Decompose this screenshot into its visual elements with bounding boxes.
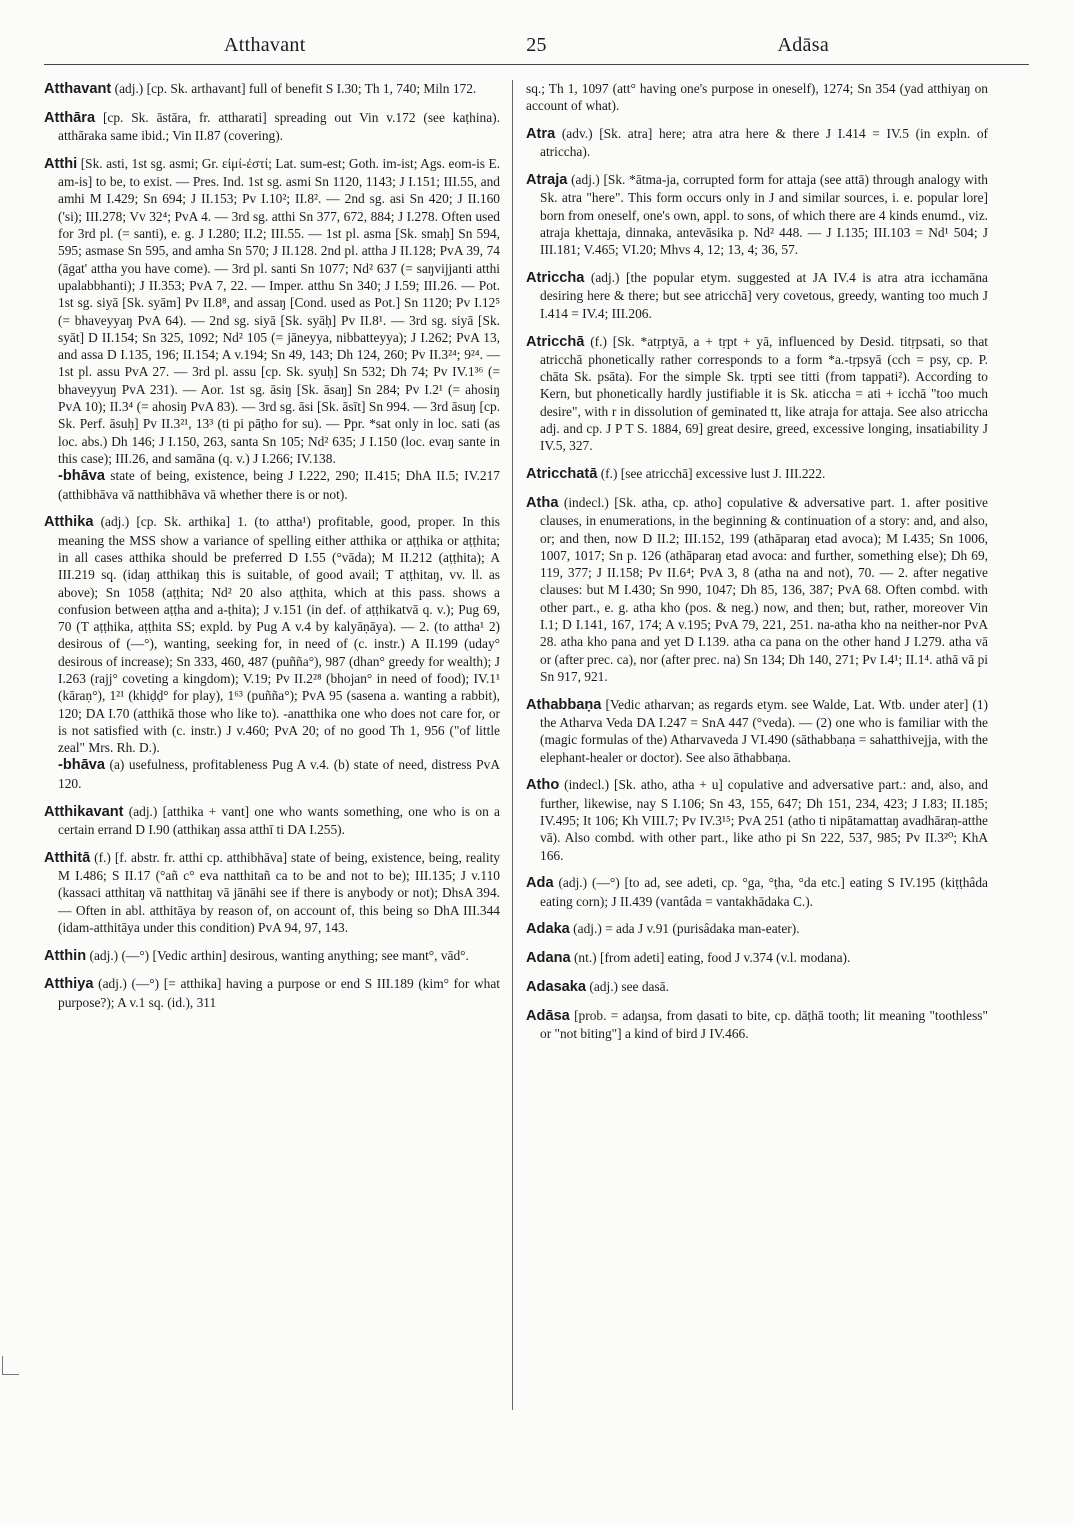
entry-body: (adj.) [Sk. *ātma-ja, corrupted form for attaja (see attā) through analogy with Sk. atra "here". This form occurs only in J and similar sources, i. e. popular lore] born from oneself, one's own, appl. to sons, of which there are 4 kinds enumd., viz. atraja khettaja, dinnaka, antevāsika p. Nd² 448. — J I.135; III.103 = Nd¹ 504; J III.181; V.465; VI.20; Mhvs 4, 12; 13, 4; 36, 57.: [540, 172, 988, 258]
dictionary-entry: [44, 513, 500, 756]
entry-body: (f.) [Sk. *atṛptyā, a + tṛpt + yā, influenced by Desid. titṛpsati, so that atricchā phonetically rather corresponds to a form *a.-tṛpsyā (cch = psy, cp. P. chāta Sk. psāta). For the simple Sk. tṛpti see titti (from tappati²). According to Kern, but phonetically hardly justifiable it is Sk. aticcha = ati + icchā "too much desire", with r in dissolution of geminated tt, like atraja for attaja. See also atriccha adj. and cp. J P T S. 1884, 69] great desire, greed, excessive longing, insatiability J IV.5, 327.: [540, 333, 988, 454]
headword: Atthin: [44, 947, 87, 964]
entry-body: (adj.) (—°) [= atthika] having a purpose or end S III.189 (kim° for what purpose?); A v.1 sq. (id.), 311: [58, 976, 500, 1010]
dictionary-entry: [526, 465, 988, 483]
entry-body: (adj.) (—°) [Vedic arthin] desirous, wanting anything; see mant°, vād°.: [86, 947, 469, 963]
dictionary-entry: [44, 109, 500, 145]
entry-body: (adj.) [cp. Sk. arthavant] full of benefit S I.30; Th 1, 740; Miln 172.: [111, 81, 477, 96]
entry-body: state of being, existence, being J I.222, 290; II.415; DhA II.5; IV.217 (atthibhāva vā natthibhāva vā whether there is or not).: [58, 468, 500, 502]
entry-body: (nt.) [from adeti] eating, food J v.374 (v.l. modana).: [570, 950, 851, 966]
headword: Atthāra: [44, 109, 96, 126]
entry-body: (f.) [see atricchā] excessive lust J. III.222.: [597, 466, 826, 482]
headword: Atthikavant: [44, 803, 124, 820]
dictionary-entry: [44, 849, 500, 936]
entry-body: [cp. Sk. āstāra, fr. attharati] spreading out Vin v.172 (see kaṭhina). atthāraka same ibid.; Vin II.87 (covering).: [58, 109, 500, 144]
subentry-headword: -bhāva: [58, 757, 106, 774]
continued-entry: [526, 80, 988, 115]
dictionary-entry: [526, 269, 988, 322]
headword: Atra: [526, 126, 556, 143]
headword: Atho: [526, 777, 560, 794]
entry-body: (f.) [f. abstr. fr. atthi cp. atthibhāva] state of being, existence, being, reality M I.486; S II.17 (°añ c° eva natthitañ ca to be and not to be); III.135; J v.110 (kassaci atthitaŋ vā natthitaŋ vā jānāhi see if there is anybody or not); DhsA 394. — Often in abl. atthitāya by reason of, on account of, this being so DhA III.344 (idam-atthitāya under this condition) PvA 94, 97, 143.: [58, 849, 500, 935]
dictionary-entry: [44, 155, 500, 467]
dictionary-entry: [526, 920, 988, 938]
dictionary-entry: [44, 975, 500, 1011]
entry-body: (indecl.) [Sk. atho, atha + u] copulative and adversative part.: and, also, and further, likewise, nay S I.106; Sn 43, 155, 647; Dh 151, 234, 423; J I.83; II.185; IV.495; It 106; Kh VIII.7; Pv IV.3¹⁵; PvA 251 (atho ti nipātamattaŋ avadhāraṇ-atthe vā). Also combd. with other part., like atho pi Sn 222, 537, 985; Pv II.3²⁰; KhA 166.: [540, 777, 988, 863]
dictionary-entry: [526, 874, 988, 910]
headword: Atthitā: [44, 849, 91, 866]
headword: Atricchatā: [526, 466, 598, 483]
entry-body: [prob. = adaŋsa, from ḍasati to bite, cp. dāṭhā tooth; lit meaning "toothless" or "not biting"] a kind of bird J IV.466.: [540, 1007, 988, 1042]
headword: Athabbaṇa: [526, 696, 602, 713]
dictionary-entry: [526, 333, 988, 455]
dictionary-entry: [526, 1007, 988, 1043]
headword: Atriccha: [526, 270, 585, 287]
headword: Atricchā: [526, 333, 585, 350]
headword: Atthavant: [44, 81, 112, 97]
headword: Adāsa: [526, 1007, 570, 1024]
entry-body: (adj.) see dasā.: [586, 979, 669, 995]
dictionary-entry: [526, 949, 988, 967]
page-header: [44, 30, 1029, 65]
dictionary-entry: [44, 803, 500, 839]
headword: Ada: [526, 875, 554, 892]
dictionary-entry: [526, 494, 988, 685]
headword: Adaka: [526, 921, 570, 938]
headword: Atthiya: [44, 976, 94, 993]
compound-subentry: [44, 467, 500, 503]
headword: Adasaka: [526, 979, 587, 996]
entry-body: (adj.) (—°) [to ad, see adeti, cp. °ga, °ṭha, °da etc.] eating S IV.195 (kiṭṭhâda eating corn); J II.439 (vantâda = vantakhādaka C.).: [540, 875, 988, 909]
right-column: [526, 80, 988, 1505]
dictionary-entry: [526, 776, 988, 863]
dictionary-entry: [526, 125, 988, 161]
entry-body: (adj.) = ada J v.91 (purisâdaka man-eater).: [569, 921, 800, 937]
entry-body: (a) usefulness, profitableness Pug A v.4. (b) state of need, distress PvA 120.: [58, 757, 500, 791]
headword: Adana: [526, 950, 571, 967]
subentry-headword: -bhāva: [58, 468, 106, 485]
running-head-left: Atthavant: [224, 34, 306, 56]
headword: Atthika: [44, 514, 94, 531]
entry-body: [Sk. asti, 1st sg. asmi; Gr. εἰμί-ἐστί; Lat. sum-est; Goth. im-ist; Ags. eom-is E. am-is] to be, to exist. — Pres. Ind. 1st sg. asmi Sn 1120, 1143; J I.151; III.55, and amhi M I.429; Sn 694; J II.153; Pv I.10²; II.8². — 2nd sg. asi Sn 420; J II.160 ('si); III.278; Vv 32⁴; PvA 4. — 3rd sg. atthi Sn 377, 672, 884; J I.278. Often used for 3rd pl. (= santi), e. g. J I.280; II.2; III.55. — 1st pl. asma [Sk. smaḥ] Sn 594, 595; asmase Sn 595, and amha Sn 570; J II.128. 2nd pl. attha J II.128; PvA 39, 74 (āgat' attha you have come). — 3rd pl. santi Sn 1077; Nd² 637 (= saŋvijjanti atthi upalabbhanti); J II.353; PvA 7, 22. — Imper. atthu Sn 340; J I.59; III.26. — Pot. 1st sg. siyā [Sk. syām] Pv II.8⁸, and assaŋ [Cond. used as Pot.] Sn 1120; Pv I.12⁵ (= bhaveyyaŋ PvA 64). — 2nd sg. siyā [Sk. syāḥ] Pv II.8¹. — 3rd sg. siyā [Sk. syāt] D II.154; Sn 325, 1092; Nd² 105 (= jāneyya, nibbatteyya); J I.262; PvA 13, and assa D I.135, 196; II.154; A v.194; Sn 49, 143; Dh 124, 260; Pv II.3²⁴; 9²⁴. — 1st pl. assu PvA 27. — 3rd pl. assu [cp. Sk. syuḥ] Sn 532; Dh 74; Pv IV.1³⁶ (= bhaveyyuŋ PvA 231). — Aor. 1st sg. āsiŋ [Sk. āsaŋ] Sn 284; Pv I.2¹ (= ahosiŋ PvA 10); II.3⁴ (= ahosiŋ PvA 83). — 3rd sg. āsi [Sk. āsīt] Sn 994. — 3rd āsuŋ [cp. Sk. Perf. āsuḥ] Pv II.3²¹, 13³ (ti pi pāṭho for su). — Ppr. *sat only in loc. sati (as loc. abs.) Dh 146; J I.150, 263, santa Sn 105; Nd² 635; J I.150 (loc. evaŋ sante in this case); III.26, and samāna (q. v.) J I.266; IV.138.: [58, 155, 500, 466]
headword: Atha: [526, 494, 559, 511]
margin-mark: [2, 1356, 19, 1375]
headword: Atraja: [526, 172, 568, 189]
entry-body: (adj.) [atthika + vant] one who wants something, one who is on a certain errand D I.90 (atthikaŋ assa atthī ti DA I.255).: [58, 803, 500, 837]
entry-body: (adv.) [Sk. atra] here; atra atra here & there J I.414 = IV.5 (in expln. of atriccha).: [540, 126, 988, 160]
column-divider: [512, 80, 513, 1410]
headword: Atthi: [44, 155, 78, 172]
dictionary-entry: [44, 947, 500, 965]
entry-body: (indecl.) [Sk. atha, cp. atho] copulative & adversative part. 1. after positive clauses, in enumerations, in the beginning & continuation of a story: and, and also, or; and then, now D II.2; III.152, 199 (athāparaŋ etad avoca); M I.435; Sn 1006, 1007, 1017; Sn p. 126 (athāparaŋ etad avoca: and further, something else); Dh 69, 119, 377; J II.158; Pv II.6⁴; PvA 3, 8 (atha na and not), 70. — 2. after negative clauses: but M I.430; Sn 990, 1047; Dh 85, 136, 387; PvA 68. Often combd. with other part., e. g. atha kho (pos. & neg.) now, and then; but, rather, moreover Vin I.1; D I.141, 167, 174; A v.195; PvA 79, 221, 251. na-atha kho na neither-nor PvA 28. atha kho pana and yet D I.139. atha ca pana on the other hand J I.279. atha vā or (after prec. ca), nor (after prec. na) Sn 134; Dh 140, 271; Pv I.4¹; II.1⁴. athā vā pi Sn 917, 921.: [540, 494, 988, 684]
dictionary-entry: [44, 80, 500, 98]
running-head-right: Adāsa: [777, 34, 829, 56]
dictionary-entry: [526, 696, 988, 766]
left-column: [44, 80, 500, 1505]
dictionary-entry: [526, 171, 988, 258]
dictionary-entry: [526, 978, 988, 996]
entry-body: sq.; Th 1, 1097 (att° having one's purpose in oneself), 1274; Sn 354 (yad atthiyaŋ on account of what).: [526, 81, 988, 114]
entry-body: (adj.) [cp. Sk. arthika] 1. (to attha¹) profitable, good, proper. In this meaning the MSS show a variance of spelling either atthika or aṭṭhika or aṭṭhita; in all cases atthika should be preferred D I.55 (°vāda); M II.212 (aṭṭhita); A III.219 sq. (idaŋ atthikaŋ this is suitable, of good avail; T aṭṭhitaŋ, vv. ll. as above); Sn 1058 (aṭṭhita; Nd² 20 also aṭṭhita, which at this pass. shows a confusion between aṭṭha and a-ṭhita); J v.151 (in def. of aṭṭhikatvā q. v.); Pug 69, 70 (T aṭṭhika, aṭṭhita SS; expld. by Pug A v.4 by kalyāṇāya). — 2. (to attha¹ 2) desirous of (—°), wanting, seeking for, in need of (c. instr.) A II.199 (uday° desirous of increase); Sn 333, 460, 487 (puñña°), 987 (dhan° greedy for wealth); J I.263 (rajj° coveting a kingdom); V.19; Pv II.2²⁸ (bhojan° in need of food); IV.1¹ (kāraṇ°), 1²¹ (khiḍḍ° for play), 1⁶³ (puñña°); PvA 95 (sasena a. wanting a rabbit), 120; DA I.70 (atthikā those who like to). -anatthika one who does not care for, or is not satisfied with (c. instr.) J v.460; PvA 20; of no good Th 1, 956 ("of little zeal" Mrs. Rh. D.).: [58, 514, 500, 756]
compound-subentry: [44, 756, 500, 792]
page-number: 25: [526, 34, 547, 56]
entry-body: [Vedic atharvan; as regards etym. see Walde, Lat. Wtb. under ater] (1) the Atharva Veda DA I.247 = SnA 447 (°veda). — (2) one who is familiar with the (magic formulas of the) Atharvaveda J VI.490 (sāthabbaṇa = sahatthivejja, with the elephant-healer or doctor). See also āthabbaṇa.: [540, 696, 988, 765]
entry-body: (adj.) [the popular etym. suggested at JA IV.4 is atra atra icchamāna desiring here & there; but see atricchā] very covetous, greedy, wanting too much J I.414 = IV.4; III.206.: [540, 270, 988, 321]
